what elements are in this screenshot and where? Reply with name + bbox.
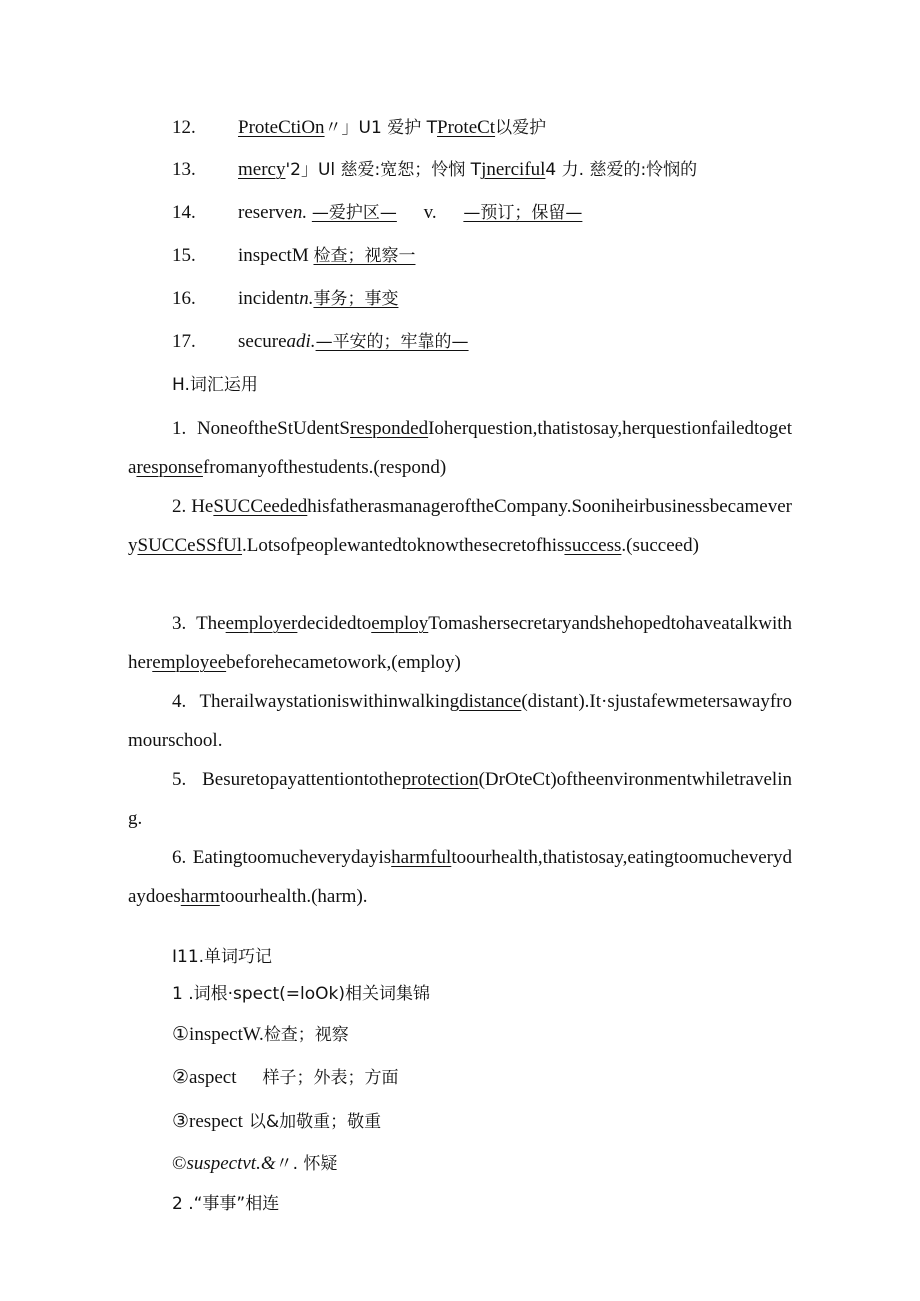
vocab-pos: n. bbox=[299, 288, 314, 309]
list-item bbox=[172, 1066, 399, 1090]
vocab-definition: 以爱护 bbox=[495, 118, 547, 138]
vocab-pos: adi. bbox=[286, 331, 316, 352]
vocab-number: 14. bbox=[172, 202, 196, 223]
vocab-number: 17. bbox=[172, 331, 196, 352]
answer-blank: employer bbox=[225, 613, 298, 634]
vocab-number: 15. bbox=[172, 245, 196, 266]
item-definition: 以&加敬重；敬重 bbox=[248, 1112, 382, 1132]
exercise-2: 2. HeSUCCeededhisfatherasmanageroftheCompany.SooniheirbusinessbecameverySUCCeSSfUl.Lotsofpeoplewantedtoknowthesecretofhissuccess.(succeed) bbox=[128, 496, 792, 556]
answer-blank: employee bbox=[152, 652, 227, 673]
exercise-6: 6. Eatingtoomucheverydayisharmfultoourhealth,thatistosay,eatingtoomucheverydaydoesharmtoourhealth.(harm). bbox=[128, 847, 792, 907]
answer-blank: response bbox=[136, 457, 203, 478]
vocab-answer: —预订；保留— bbox=[463, 203, 583, 223]
item-word: inspectW. bbox=[189, 1024, 264, 1045]
vocab-word: incident bbox=[238, 288, 300, 309]
item-marker: ① bbox=[172, 1024, 190, 1045]
vocab-word: mercy bbox=[238, 159, 286, 180]
item-definition: 样子；外表；方面 bbox=[262, 1068, 399, 1088]
vocab-pos: n. bbox=[292, 202, 308, 223]
answer-blank: responded bbox=[350, 418, 429, 439]
vocab-pos: v. bbox=[423, 202, 437, 223]
exercise-4: 4. Therailwaystationiswithinwalkingdistance(distant).It·sjustafewmetersawayfromourschool. bbox=[128, 691, 792, 751]
subsection-title: 1 .词根·spect(=loOk)相关词集锦 bbox=[172, 984, 431, 1004]
vocab-word: secure bbox=[238, 331, 287, 352]
vocab-definition: 事务；事变 bbox=[313, 289, 399, 309]
answer-blank: success bbox=[564, 535, 622, 556]
item-definition: 检查；视察 bbox=[263, 1025, 349, 1045]
list-item bbox=[172, 1152, 337, 1176]
vocab-definition: '2」Ul 慈爱:宽恕；怜悯 T bbox=[285, 160, 482, 180]
item-marker: © bbox=[172, 1153, 187, 1174]
answer-blank: SUCCeSSfUl bbox=[137, 535, 243, 556]
exercise-1: 1. NoneoftheStUdentSrespondedIoherquestion,thatistosay,herquestionfailedtogetaresponsefromanyofthestudents.(respond) bbox=[128, 418, 792, 478]
vocab-pos: M bbox=[291, 245, 309, 266]
answer-blank: harm bbox=[180, 886, 220, 907]
vocab-answer: —爱护区— bbox=[311, 203, 397, 223]
answer-blank: distance bbox=[459, 691, 522, 712]
subsection-title: 2 .“事事”相连 bbox=[172, 1194, 280, 1214]
vocab-answer: ProteCt bbox=[437, 117, 496, 138]
vocab-answer: 检查；视察一 bbox=[313, 246, 416, 266]
vocab-number: 13. bbox=[172, 159, 196, 180]
exercise-5: 5. Besuretopayattentiontotheprotection(DrOteCt)oftheenvironmentwhiletraveling. bbox=[128, 769, 792, 829]
item-marker: ② bbox=[172, 1067, 190, 1088]
vocab-definition: 〃」U1 爱护 T bbox=[324, 118, 438, 138]
vocab-number: 12. bbox=[172, 117, 196, 138]
answer-blank: protection bbox=[401, 769, 479, 790]
vocab-word: inspect bbox=[238, 245, 292, 266]
section-title: H.词汇运用 bbox=[172, 375, 258, 395]
item-word: suspectvt.& bbox=[186, 1153, 276, 1174]
vocab-number: 16. bbox=[172, 288, 196, 309]
list-item bbox=[172, 1023, 349, 1047]
vocab-answer: —平安的；牢靠的— bbox=[315, 332, 469, 352]
item-word: aspect bbox=[189, 1067, 237, 1088]
section-title: I11.单词巧记 bbox=[172, 947, 273, 967]
vocab-word: ProteCtiOn bbox=[238, 117, 325, 138]
answer-blank: harmful bbox=[391, 847, 452, 868]
answer-blank: SUCCeeded bbox=[213, 496, 308, 517]
item-definition: 〃. 怀疑 bbox=[275, 1154, 338, 1174]
vocab-definition: 4 力. 慈爱的:怜悯的 bbox=[545, 160, 698, 180]
answer-blank: employ bbox=[371, 613, 429, 634]
item-marker: ③ bbox=[172, 1111, 190, 1132]
exercise-3: 3. TheemployerdecidedtoemployTomashersecretaryandshehopedtohaveatalkwithheremployeebeforehecametowork,(employ) bbox=[128, 613, 792, 673]
list-item bbox=[172, 1110, 381, 1134]
item-word: respect bbox=[189, 1111, 243, 1132]
vocab-answer: jnerciful bbox=[481, 159, 546, 180]
vocab-word: reserve bbox=[238, 202, 293, 223]
